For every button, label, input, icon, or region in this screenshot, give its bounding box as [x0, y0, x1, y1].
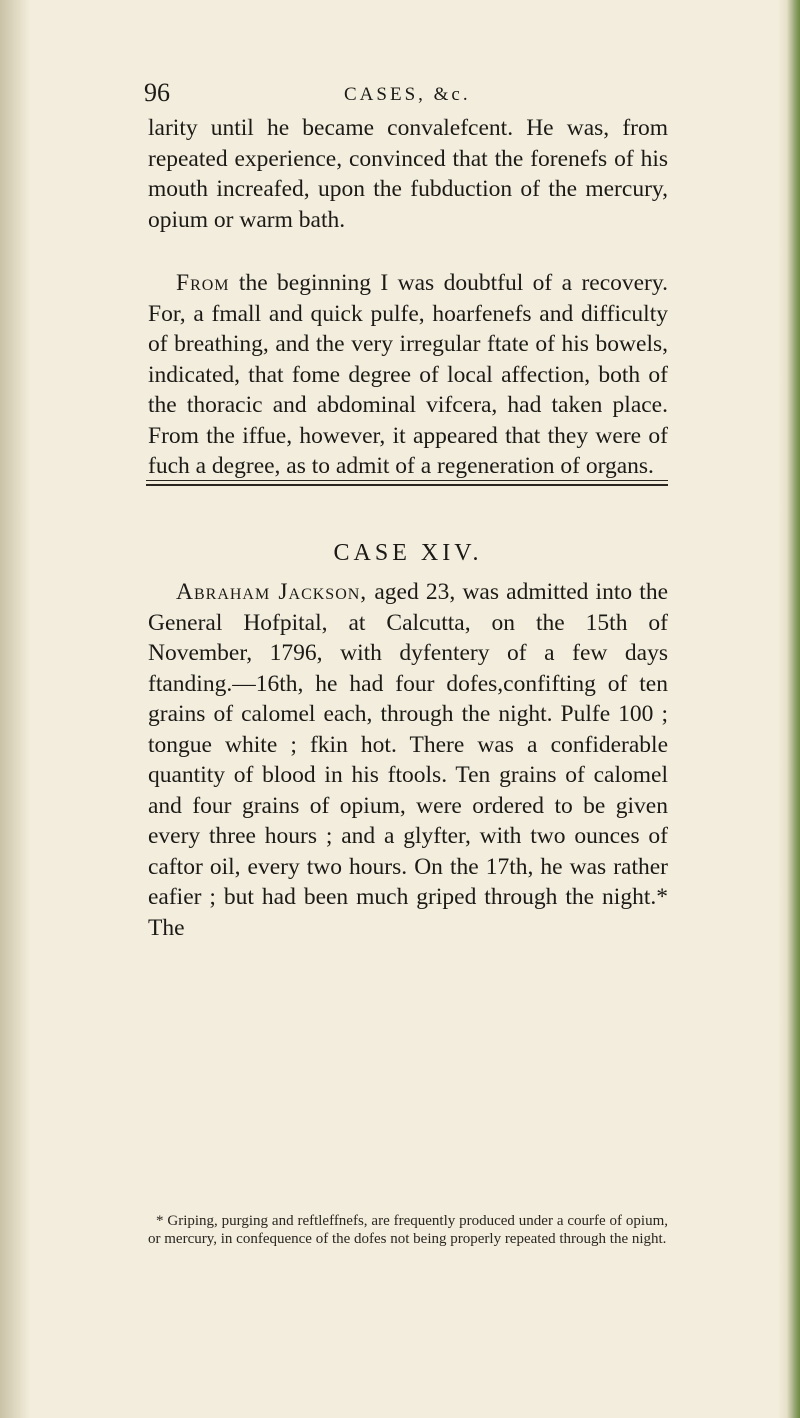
- patient-name: Abraham Jackson,: [176, 579, 368, 605]
- paragraph-case-body: [148, 577, 668, 943]
- paragraph-case: [148, 577, 668, 943]
- paragraph-from: [148, 268, 668, 482]
- footnote-text: * Griping, purging and reftleffnefs, are frequently produced under a courfe of opium, or mercury, in confequence of the dofes not being properly repeated through the night.: [148, 1213, 668, 1247]
- paragraph-case-text: aged 23, was admitted into the General Hofpital, at Calcutta, on the 15th of November, 1796, with dyfentery of a few days ftanding.—16th, he had four dofes,confifting of ten grains of calomel each, through the night. Pulfe 100 ; tongue white ; fkin hot. There was a confiderable quantity of blood in his ftools. Ten grains of calomel and four grains of opium, were ordered to be given every three hours ; and a glyfter, with two ounces of caftor oil, every two hours. On the 17th, he was rather eafier ; but had been much griped through the night.* The: [148, 579, 668, 941]
- paragraph-from-text: the beginning I was doubtful of a recovery. For, a fmall and quick pulfe, hoarfenefs and difficulty of breathing, and the very irregular ftate of his bowels, indicated, that fome degree of local affection, both of the thoracic and abdominal vifcera, had taken place. From the iffue, however, it appeared that they were of fuch a degree, as to admit of a regeneration of organs.: [148, 270, 668, 479]
- section-divider-thin: [146, 480, 668, 481]
- case-heading: CASE XIV.: [333, 540, 483, 566]
- page-header: [144, 78, 664, 118]
- continuation-paragraph: [148, 113, 668, 235]
- page-number: 96: [144, 78, 170, 107]
- section-divider-thick: [146, 484, 668, 486]
- page-edge-right: [778, 0, 800, 1418]
- running-head: CASES, &c.: [344, 84, 471, 105]
- page-gutter-left: [0, 0, 30, 1418]
- continuation-text: larity until he became convalefcent. He was, from repeated experience, convinced that the forenefs of his mouth increafed, upon the fubduction of the mercury, opium or warm bath.: [148, 115, 668, 233]
- footnote: [148, 1213, 668, 1248]
- paragraph-from-body: [148, 268, 668, 482]
- paragraph-from-lead: From: [176, 270, 230, 296]
